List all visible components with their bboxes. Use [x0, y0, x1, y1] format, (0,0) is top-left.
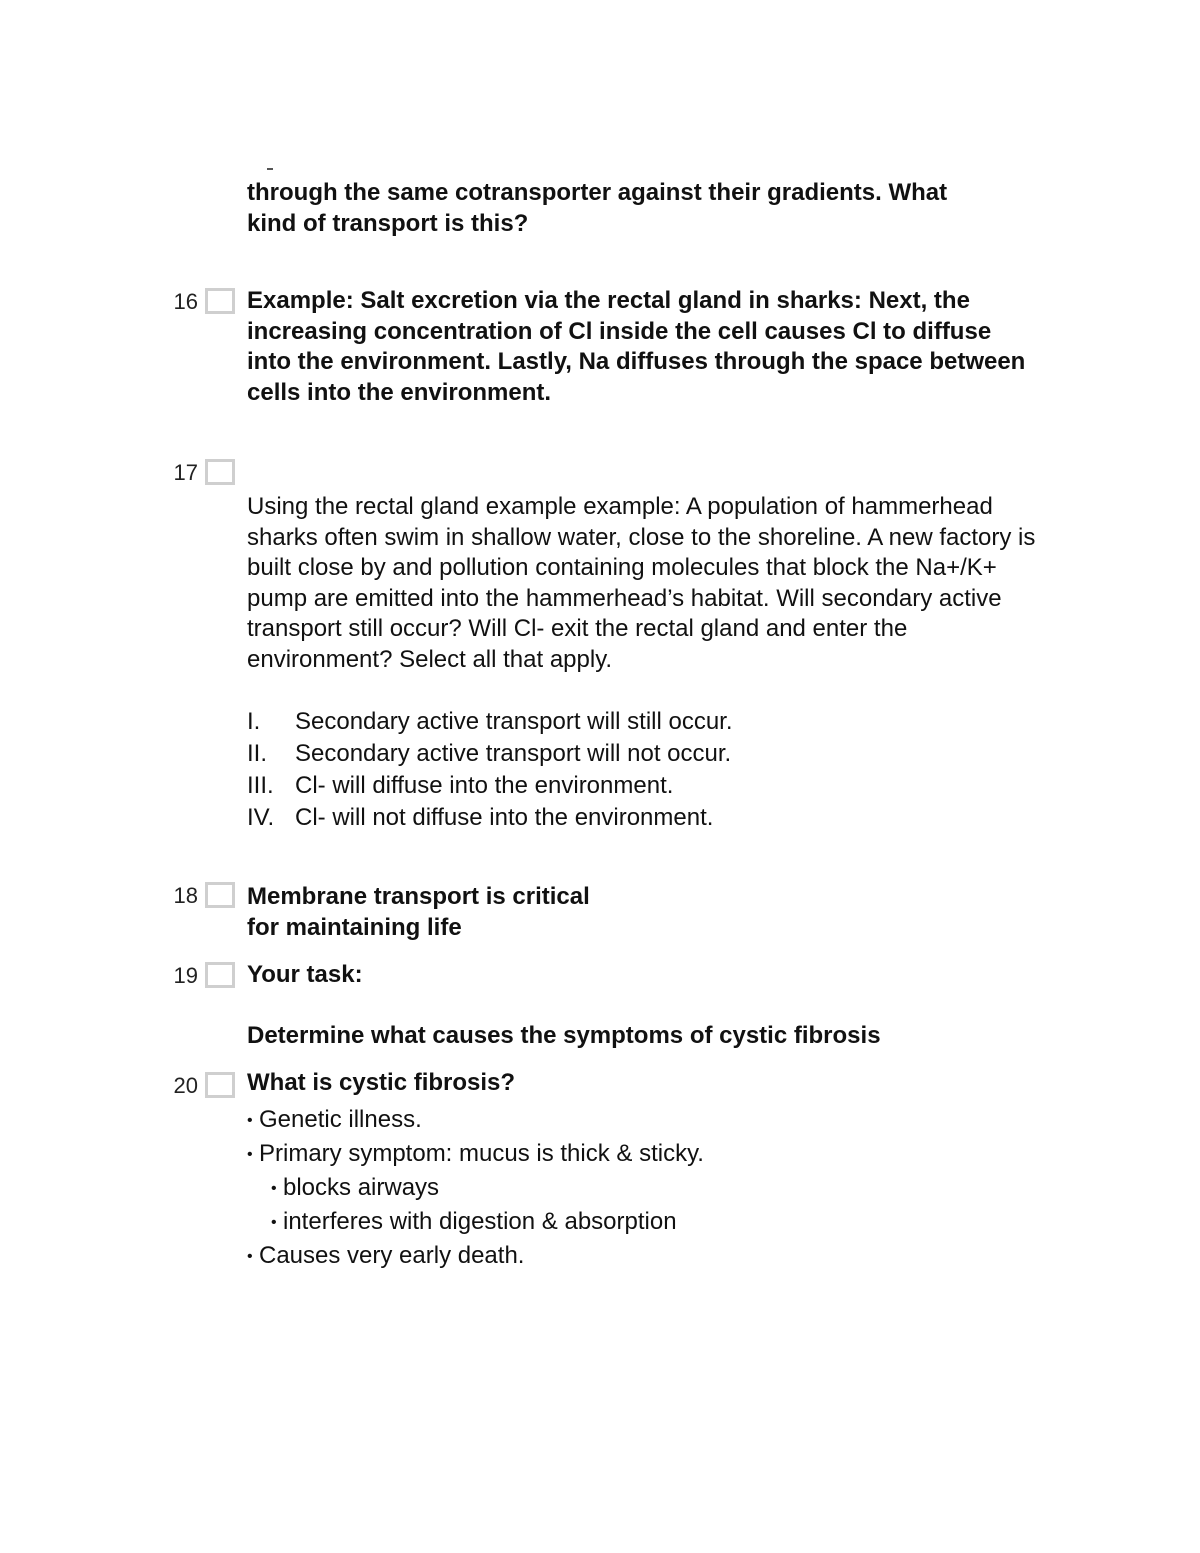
slide-number-19: 19: [173, 963, 198, 988]
bullet-item: [247, 1137, 1037, 1171]
sub-bullet-item: [247, 1171, 1037, 1205]
slide-17-options: [247, 706, 1037, 834]
slide-checkbox-20[interactable]: [205, 1072, 235, 1098]
slide-number-18: 18: [173, 883, 198, 908]
slide-20-bullets: [247, 1103, 1037, 1273]
bullet-icon: •: [271, 1180, 277, 1197]
bullet-icon: •: [247, 1112, 253, 1129]
slide-checkbox-17[interactable]: [205, 459, 235, 485]
option-numeral: IV.: [247, 804, 275, 831]
bullet-icon: •: [247, 1248, 253, 1265]
slide-18-line-1: Membrane transport is critical: [247, 883, 590, 910]
slide-checkbox-18[interactable]: [205, 882, 235, 908]
bullet-text: Primary symptom: mucus is thick & sticky.: [259, 1140, 704, 1167]
slide-checkbox-19[interactable]: [205, 962, 235, 988]
intro-line-1: through the same cotransporter against their gradients. What: [247, 179, 948, 206]
slide-16-text: Example: Salt excretion via the rectal gland in sharks: Next, the increasing concentration of Cl inside the cell causes Cl to diffuse into the environment. Lastly, Na diffuses through the space between cells into the environment.: [247, 287, 1026, 406]
slide-number-20: 20: [173, 1073, 198, 1098]
bullet-text: Genetic illness.: [259, 1106, 422, 1133]
bullet-text: blocks airways: [283, 1174, 440, 1201]
slide-19-task: Determine what causes the symptoms of cystic fibrosis: [247, 1022, 881, 1049]
page-mark: [267, 168, 273, 170]
sub-bullet-item: [247, 1205, 1037, 1239]
slide-checkbox-16[interactable]: [205, 288, 235, 314]
slide-20-heading: What is cystic fibrosis?: [247, 1069, 516, 1096]
intro-line-2: kind of transport is this?: [247, 209, 529, 237]
option-numeral: I.: [247, 708, 261, 735]
option-text: Cl- will not diffuse into the environment.: [295, 804, 714, 831]
option-numeral: III.: [247, 772, 274, 799]
option-text: Secondary active transport will not occur.: [295, 740, 732, 767]
bullet-text: interferes with digestion & absorption: [283, 1208, 677, 1235]
bullet-icon: •: [271, 1214, 277, 1231]
option-item: [247, 770, 1037, 802]
option-text: Cl- will diffuse into the environment.: [295, 772, 674, 799]
option-item: [247, 738, 1037, 770]
option-item: [247, 706, 1037, 738]
slide-number-16: 16: [173, 289, 198, 314]
option-item: [247, 802, 1037, 834]
bullet-text: Causes very early death.: [259, 1242, 525, 1269]
option-numeral: II.: [247, 740, 268, 767]
slide-number-17: 17: [173, 460, 198, 485]
intro-question: [247, 178, 1037, 239]
slide-18-line-2: for maintaining life: [247, 913, 462, 941]
option-text: Secondary active transport will still occur.: [295, 708, 733, 735]
bullet-item: [247, 1239, 1037, 1273]
slide-18-text: [247, 882, 1037, 943]
bullet-icon: •: [247, 1146, 253, 1163]
slide-19-heading: Your task:: [247, 961, 363, 988]
bullet-item: [247, 1103, 1037, 1137]
slide-17-question: Using the rectal gland example example: A population of hammerhead sharks often swim in shallow water, close to the shoreline. A new factory is built close by and pollution containing molecules that block the Na+/K+ pump are emitted into the hammerhead’s habitat. Will secondary active transport still occur? Will Cl- exit the rectal gland and enter the environment? Select all that apply.: [247, 493, 1036, 673]
